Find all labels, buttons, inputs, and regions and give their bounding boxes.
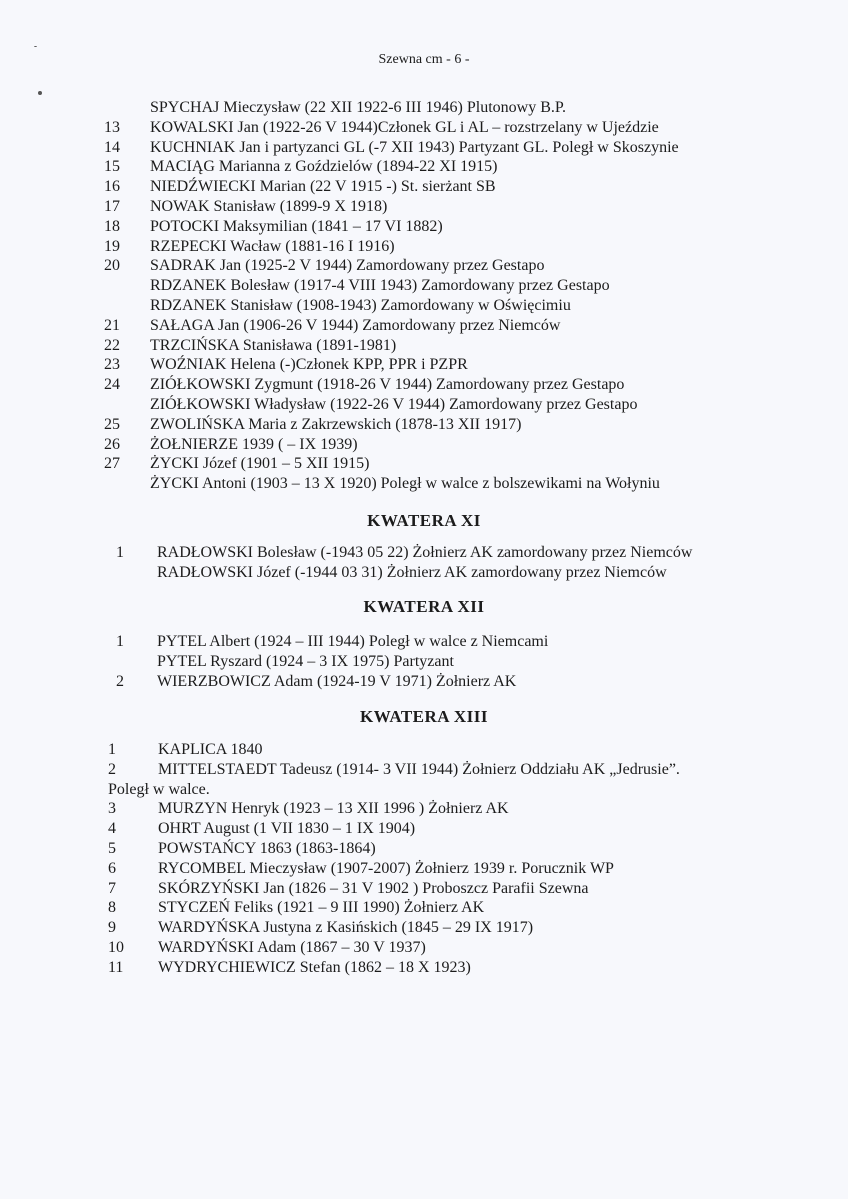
entry-text: NOWAK Stanisław (1899-9 X 1918) [150,198,388,215]
scan-speck [38,91,42,95]
entry-number: 22 [104,336,120,354]
entry-number: 3 [108,800,116,818]
entry-number: 20 [104,257,120,275]
entry-text: RADŁOWSKI Bolesław (-1943 05 22) Żołnierz AK zamordowany przez Niemców [157,544,693,561]
entry-text: MITTELSTAEDT Tadeusz (1914- 3 VII 1944) Żołnierz Oddziału AK „Jedrusie”. [158,760,680,778]
entry-number: 15 [104,158,120,176]
entry-text: SAŁAGA Jan (1906-26 V 1944) Zamordowany przez Niemców [150,316,561,334]
entry-number: 23 [104,356,120,374]
entry-text: SKÓRZYŃSKI Jan (1826 – 31 V 1902 ) Proboszcz Parafii Szewna [158,879,589,897]
entry-text: POWSTAŃCY 1863 (1863-1864) [158,840,376,857]
entry-number: 6 [108,859,116,877]
entry-text: MURZYN Henryk (1923 – 13 XII 1996 ) Żołnierz AK [158,800,509,818]
entry-number: 24 [104,376,120,394]
entry-text: Poległ w walce. [108,780,210,798]
entry-text: NIEDŹWIECKI Marian (22 V 1915 -) St. sierżant SB [150,178,496,196]
entry-number: 2 [116,672,124,690]
entry-number: 26 [104,435,120,453]
entry-text: WARDYŃSKI Adam (1867 – 30 V 1937) [158,939,426,956]
entry-number: 1 [116,544,124,561]
entry-number: 25 [104,415,120,433]
entry-text: ZIÓŁKOWSKI Zygmunt (1918-26 V 1944) Zamordowany przez Gestapo [150,376,625,394]
entry-text: RYCOMBEL Mieczysław (1907-2007) Żołnierz 1939 r. Porucznik WP [158,859,614,877]
entry-text: WARDYŃSKA Justyna z Kasińskich (1845 – 29 IX 1917) [158,919,534,937]
entry-text: KOWALSKI Jan (1922-26 V 1944)Członek GL i AL – rozstrzelany w Ujeździe [150,118,659,136]
entry-text: TRZCIŃSKA Stanisława (1891-1981) [150,336,397,354]
entry-text: RDZANEK Bolesław (1917-4 VIII 1943) Zamordowany przez Gestapo [150,277,610,295]
entry-number: 9 [108,919,116,937]
entry-text: WIERZBOWICZ Adam (1924-19 V 1971) Żołnierz AK [157,672,517,690]
entry-number: 2 [108,760,116,778]
entry-number: 8 [108,899,116,917]
entry-text: RADŁOWSKI Józef (-1944 03 31) Żołnierz AK zamordowany przez Niemców [157,563,667,581]
entry-number: 14 [104,138,120,156]
entry-text: OHRT August (1 VII 1830 – 1 IX 1904) [158,820,416,838]
entry-number: 21 [104,316,120,334]
entry-text: SPYCHAJ Mieczysław (22 XII 1922-6 III 1946) Plutonowy B.P. [150,99,566,116]
entry-text: WOŹNIAK Helena (-)Członek KPP, PPR i PZPR [150,356,468,374]
entry-text: RDZANEK Stanisław (1908-1943) Zamordowany w Oświęcimiu [150,297,571,314]
section-heading: KWATERA XIII [359,707,489,726]
entry-text: MACIĄG Marianna z Goździelów (1894-22 XI 1915) [150,158,498,176]
entry-text: PYTEL Ryszard (1924 – 3 IX 1975) Partyzant [157,652,454,670]
scan-speck [34,46,37,47]
entry-text: ŻOŁNIERZE 1939 ( – IX 1939) [150,435,358,453]
entry-number: 18 [104,217,120,235]
entry-text: RZEPECKI Wacław (1881-16 I 1916) [150,237,395,255]
entry-number: 17 [104,198,120,215]
entry-number: 10 [108,939,124,956]
entry-number: 13 [104,118,120,136]
entry-text: ZIÓŁKOWSKI Władysław (1922-26 V 1944) Zamordowany przez Gestapo [150,396,638,413]
entry-number: 1 [108,741,116,758]
entry-number: 19 [104,237,120,255]
entry-text: ŻYCKI Józef (1901 – 5 XII 1915) [150,455,370,473]
entry-text: STYCZEŃ Feliks (1921 – 9 III 1990) Żołnierz AK [158,899,485,917]
entry-number: 16 [104,178,120,196]
entry-text: ŻYCKI Antoni (1903 – 13 X 1920) Poległ w walce z bolszewikami na Wołyniu [150,475,660,493]
entry-text: POTOCKI Maksymilian (1841 – 17 VI 1882) [150,217,443,235]
entry-number: 11 [108,958,124,976]
entry-text: KAPLICA 1840 [158,741,263,758]
entry-number: 1 [116,633,124,650]
entry-text: ZWOLIŃSKA Maria z Zakrzewskich (1878-13 XII 1917) [150,415,522,433]
page-header: Szewna cm - 6 - [378,52,470,67]
entry-text: KUCHNIAK Jan i partyzanci GL (-7 XII 1943) Partyzant GL. Poległ w Skoszynie [150,138,679,156]
entry-number: 7 [108,879,116,897]
section-heading: KWATERA XII [363,597,485,616]
entry-number: 4 [108,820,116,838]
entry-text: WYDRYCHIEWICZ Stefan (1862 – 18 X 1923) [158,958,471,976]
entry-number: 27 [104,455,120,473]
section-heading: KWATERA XI [367,511,481,530]
entry-text: SADRAK Jan (1925-2 V 1944) Zamordowany przez Gestapo [150,257,545,275]
entry-text: PYTEL Albert (1924 – III 1944) Poległ w walce z Niemcami [157,633,549,650]
entry-number: 5 [108,840,116,857]
